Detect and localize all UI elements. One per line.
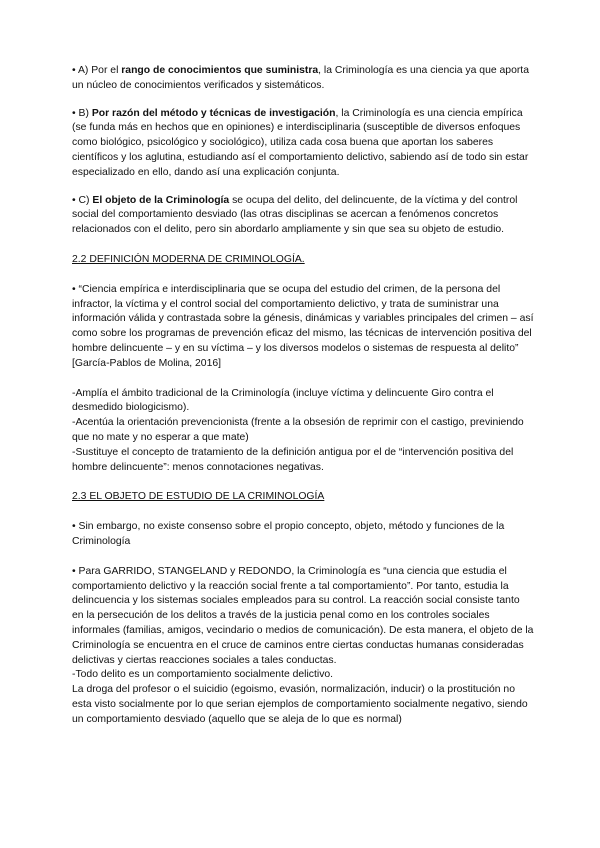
point-1: -Amplía el ámbito tradicional de la Criminología (incluye víctima y delincuente Giro contra el desmedido biologicismo). [72,387,494,414]
section-heading-2-3: 2.3 EL OBJETO DE ESTUDIO DE LA CRIMINOLOGÍA [72,491,325,503]
paragraph-b-prefix: • B) [72,107,92,119]
definition-paragraph: • “Ciencia empírica e interdisciplinaria que se ocupa del estudio del crimen, de la persona del infractor, la víctima y el control social del comportamiento delictivo, y trata de suministrar una información válida y contrastada sobre la génesis, dinámicas y variables principales del crimen – así como sobre los programas de prevención eficaz del mismo, las técnicas de intervención positiva del hombre delincuente – y en su víctima – y los diversos modelos o sistemas de respuesta al delito” [García-Pablos de Molina, 2016] [72,283,534,369]
point-3: -Sustituye el concepto de tratamiento de la definición antigua por el de “intervención positiva del hombre delincuente”: menos connotaciones negativas. [72,446,514,473]
paragraph-c-prefix: • C) [72,194,93,206]
paragraph-c [72,194,534,238]
paragraph-c-bold: El objeto de la Criminología [92,194,230,206]
document-page [72,64,534,727]
paragraph-a-text: , la Criminología es una ciencia ya que aporta un núcleo de conocimientos verificados y sistemáticos. [72,65,529,91]
consensus-paragraph: • Sin embargo, no existe consenso sobre el propio concepto, objeto, método y funciones de la Criminología [72,521,505,547]
droga-paragraph: La droga del profesor o el suicidio (egoismo, evasión, normalización, inducir) o la prostitución no esta visto socialmente por lo que serian ejemplos de comportamiento socialmente negativo, siendo un comportamiento desviado (aquello que se aleja de lo que es normal) [72,684,528,725]
paragraph-b [72,107,534,181]
section-heading-2-2: 2.2 DEFINICIÓN MODERNA DE CRIMINOLOGÍA. [72,253,305,265]
paragraph-b-text: , la Criminología es una ciencia empírica (se funda más en hechos que en opiniones) e interdisciplinaria (susceptible de diversos enfoques como biológico, psicológico y sociológico), utiliza cada cosa buena que aportan los saberes científicos y los aglutina, estudiando así el comportamiento delictivo, sabiendo así de todo sin estar especializado en ello, dando así una explicación conjunta. [72,107,529,178]
todo-delito-line: -Todo delito es un comportamiento socialmente delictivo. [72,669,334,681]
paragraph-a-bold: rango de conocimientos que suministra [121,65,319,76]
point-2: -Acentúa la orientación prevencionista (frente a la obsesión de reprimir con el castigo, previniendo que no mate y no esperar a que mate) [72,417,524,443]
paragraph-a-prefix: • A) Por el [72,65,122,76]
paragraph-b-bold: Por razón del método y técnicas de investigación [91,107,336,119]
paragraph-c-text: se ocupa del delito, del delincuente, de la víctima y del control social del comportamiento desviado (las otras disciplinas se acercan a fenómenos concretos relacionados con el delito, pero sin abordarlo ampliamente y sin que sea su objeto de estudio. [72,194,518,236]
garrido-paragraph: • Para GARRIDO, STANGELAND y REDONDO, la Criminología es “una ciencia que estudia el comportamiento delictivo y la reacción social frente a tal comportamiento”. Por tanto, estudia la delincuencia y los sistemas sociales empleados para su control. La reacción social consiste tanto en la persecución de los delitos a través de la justicia penal como en los controles sociales informales (familias, amigos, vecindario o medios de comunicación). De esta manera, el objeto de la Criminología se encuentra en el cruce de caminos entre ciertas conductas humanas consideradas delictivas y ciertas reacciones sociales a tales conductas. [72,565,534,666]
paragraph-a [72,64,534,94]
